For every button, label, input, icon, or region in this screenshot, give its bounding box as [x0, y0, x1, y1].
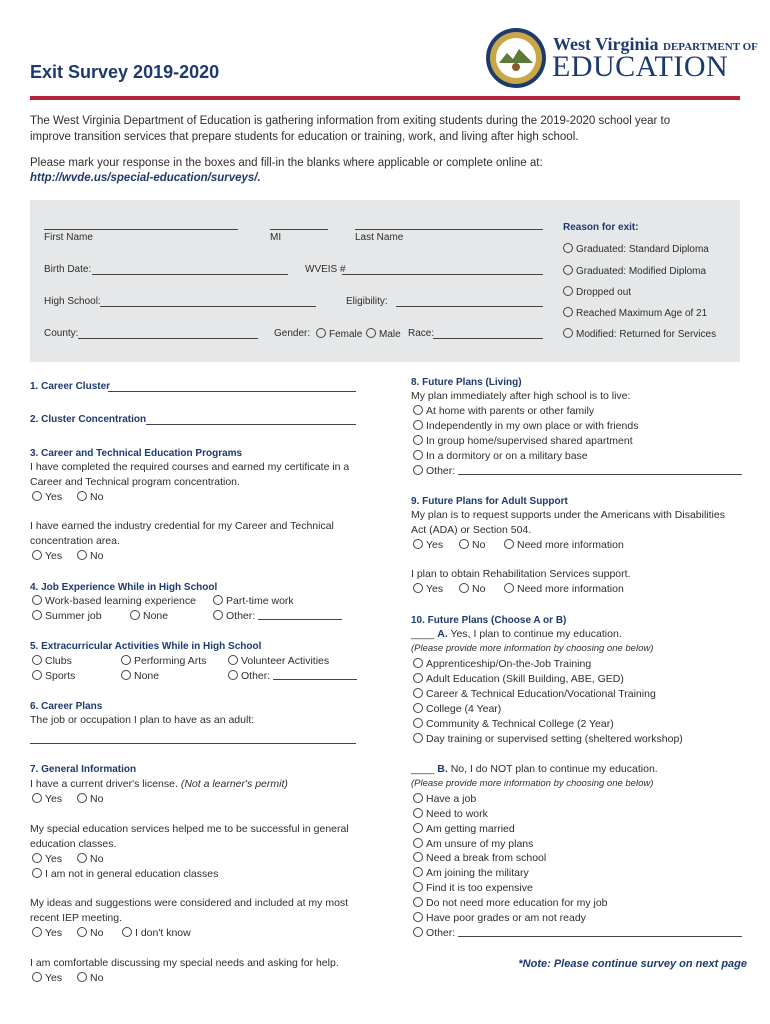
radio-icon: [32, 927, 42, 937]
race-label: Race:: [408, 328, 435, 339]
q7d-yes[interactable]: [32, 971, 62, 986]
option-label: Need to work: [426, 808, 488, 820]
no-label: No: [472, 539, 486, 551]
option-label: Performing Arts: [134, 655, 207, 667]
option-label: Need more information: [517, 583, 624, 595]
radio-icon: [413, 465, 423, 475]
state-seal: [485, 27, 547, 89]
radio-icon: [413, 808, 423, 818]
q10b-text: No, I do NOT plan to continue my education.: [450, 763, 658, 775]
q10a-text: Yes, I plan to continue my education.: [450, 628, 622, 640]
header-rule: [30, 96, 740, 100]
q4-option-4[interactable]: [130, 609, 168, 624]
option-label: Work-based learning experience: [45, 595, 196, 607]
q2-field[interactable]: [146, 414, 356, 425]
reason-option-5[interactable]: [563, 328, 716, 340]
q7b-yes[interactable]: [32, 852, 62, 867]
radio-icon: [122, 927, 132, 937]
q10-title: 10. Future Plans (Choose A or B): [411, 615, 567, 626]
q5-option-2[interactable]: [121, 654, 206, 669]
radio-icon: [77, 550, 87, 560]
last-name-field[interactable]: [355, 219, 543, 230]
reason-option-2[interactable]: [563, 265, 706, 277]
birth-date-field[interactable]: [92, 264, 288, 275]
q10b-blank: ____: [411, 763, 435, 775]
q4-other-field[interactable]: [258, 609, 342, 620]
q10b-option-6[interactable]: [413, 866, 529, 881]
radio-icon: [32, 595, 42, 605]
radio-icon: [213, 610, 223, 620]
q10a-option-5[interactable]: [413, 717, 614, 732]
radio-icon: [77, 793, 87, 803]
q10b-option-10[interactable]: [413, 926, 742, 941]
q7-yes[interactable]: [32, 792, 62, 807]
radio-icon: [413, 658, 423, 668]
radio-icon: [459, 539, 469, 549]
q4-option-2[interactable]: [213, 594, 294, 609]
q9-need-more[interactable]: [504, 538, 624, 553]
q2-title: 2. Cluster Concentration: [30, 414, 147, 425]
option-label: Am unsure of my plans: [426, 838, 534, 850]
q8-option-3[interactable]: [413, 434, 633, 449]
q10b-option-4[interactable]: [413, 837, 533, 852]
radio-icon: [413, 838, 423, 848]
q8-title: 8. Future Plans (Living): [411, 377, 522, 388]
radio-icon: [413, 852, 423, 862]
q4-option-5[interactable]: [213, 609, 342, 624]
option-label: Part-time work: [226, 595, 294, 607]
option-label: In a dormitory or on a military base: [426, 450, 588, 462]
reason-label: Graduated: Modified Diploma: [576, 266, 707, 277]
yes-label: Yes: [45, 550, 63, 562]
reason-label: Dropped out: [576, 287, 632, 298]
radio-icon: [413, 823, 423, 833]
q7-no[interactable]: [77, 792, 103, 807]
eligibility-field[interactable]: [396, 296, 543, 307]
radio-icon: [121, 670, 131, 680]
yes-label: Yes: [45, 927, 63, 939]
mi-field[interactable]: [270, 219, 328, 230]
q8-option-2[interactable]: [413, 419, 638, 434]
option-label: Have a job: [426, 793, 477, 805]
q10b-option-7[interactable]: [413, 881, 533, 896]
reason-label: Reached Maximum Age of 21: [576, 308, 708, 319]
q7-text-1: [30, 777, 288, 792]
q10a-option-2[interactable]: [413, 672, 624, 687]
option-label: Apprenticeship/On-the-Job Training: [426, 658, 592, 670]
option-label: None: [134, 670, 160, 682]
option-label: At home with parents or other family: [426, 405, 595, 417]
option-label: Am joining the military: [426, 867, 529, 879]
q5-option-1[interactable]: [32, 654, 72, 669]
option-label: Other:: [426, 465, 456, 477]
q3b-yes[interactable]: [32, 549, 62, 564]
radio-icon: [228, 655, 238, 665]
q3-no[interactable]: [77, 490, 103, 505]
radio-icon: [413, 927, 423, 937]
reason-label: Modified: Returned for Services: [576, 329, 717, 340]
first-name-label: First Name: [44, 232, 93, 243]
q5-option-3[interactable]: [228, 654, 329, 669]
radio-icon: [504, 539, 514, 549]
q10b-other-field[interactable]: [458, 926, 742, 937]
radio-icon: [32, 972, 42, 982]
option-label: Day training or supervised setting (sheltered workshop): [426, 733, 683, 745]
q7-title: 7. General Information: [30, 764, 137, 775]
intro-line-2: improve transition services that prepare students for education or training, work, and living after high school.: [30, 131, 579, 143]
q8-option-1[interactable]: [413, 404, 594, 419]
no-label: No: [90, 972, 104, 984]
radio-icon: [413, 435, 423, 445]
gender-male-option[interactable]: [366, 328, 401, 340]
q10a-option-3[interactable]: [413, 687, 656, 702]
option-label: Find it is too expensive: [426, 882, 533, 894]
q6-text-1: The job or occupation I plan to have as an adult:: [30, 714, 255, 726]
wveis-label: WVEIS #: [305, 264, 346, 275]
radio-icon: [228, 670, 238, 680]
option-label: Community & Technical College (2 Year): [426, 718, 614, 730]
option-label: Clubs: [45, 655, 72, 667]
radio-icon: [413, 733, 423, 743]
q6-title: 6. Career Plans: [30, 701, 103, 712]
logo-education: EDUCATION: [552, 50, 729, 83]
no-label: No: [472, 583, 486, 595]
radio-icon: [77, 927, 87, 937]
page-title: Exit Survey 2019-2020: [30, 62, 220, 82]
yes-label: Yes: [45, 491, 63, 503]
q9b-yes[interactable]: [413, 582, 443, 597]
option-label: Volunteer Activities: [241, 655, 330, 667]
last-name-label: Last Name: [355, 232, 404, 243]
radio-icon: [413, 882, 423, 892]
q7c-text-2: recent IEP meeting.: [30, 912, 123, 924]
county-label: County:: [44, 328, 79, 339]
q10b-option-5[interactable]: [413, 851, 546, 866]
radio-icon: [563, 328, 573, 338]
radio-icon: [459, 583, 469, 593]
q7d-no[interactable]: [77, 971, 103, 986]
radio-icon: [563, 307, 573, 317]
radio-icon: [563, 265, 573, 275]
radio-icon: [32, 670, 42, 680]
q5-option-4[interactable]: [32, 669, 75, 684]
radio-icon: [413, 718, 423, 728]
radio-icon: [316, 328, 326, 338]
q10a-blank: ____: [411, 628, 435, 640]
option-label: Independently in my own place or with friends: [426, 420, 639, 432]
radio-icon: [413, 912, 423, 922]
q7c-no[interactable]: [77, 926, 103, 941]
option-label: Other:: [241, 670, 271, 682]
option-label: In group home/supervised shared apartment: [426, 435, 633, 447]
q4-title: 4. Job Experience While in High School: [30, 582, 218, 593]
q9b-need-more[interactable]: [504, 582, 624, 597]
q7-text: I have a current driver's license.: [30, 778, 178, 790]
q8-other-field[interactable]: [458, 464, 742, 475]
q1-title: 1. Career Cluster: [30, 381, 111, 392]
option-label: Adult Education (Skill Building, ABE, GED): [426, 673, 624, 685]
no-label: No: [90, 793, 104, 805]
q10a-hint: (Please provide more information by choosing one below): [411, 643, 654, 654]
radio-icon: [121, 655, 131, 665]
q10a-option-1[interactable]: [413, 657, 591, 672]
q7b-text-2: education classes.: [30, 838, 117, 850]
high-school-label: High School:: [44, 296, 101, 307]
option-label: Need a break from school: [426, 852, 547, 864]
option-label: Need more information: [517, 539, 624, 551]
q5-title: 5. Extracurricular Activities While in High School: [30, 641, 262, 652]
mi-label: MI: [270, 232, 282, 243]
q7c-yes[interactable]: [32, 926, 62, 941]
q10a-option-4[interactable]: [413, 702, 501, 717]
no-label: No: [90, 927, 104, 939]
seal-icon: [485, 27, 547, 89]
radio-icon: [413, 405, 423, 415]
yes-label: Yes: [45, 793, 63, 805]
option-label: College (4 Year): [426, 703, 502, 715]
q5-option-5[interactable]: [121, 669, 159, 684]
option-label: Career & Technical Education/Vocational Training: [426, 688, 656, 700]
q10b-letter: B.: [437, 763, 448, 775]
radio-icon: [413, 688, 423, 698]
q7d-text-1: I am comfortable discussing my special needs and asking for help.: [30, 957, 339, 969]
yes-label: Yes: [426, 539, 444, 551]
logo-state-text: West Virginia: [553, 34, 659, 54]
intro-line-1: The West Virginia Department of Education is gathering information from exiting students during the 2019-2020 school year to: [30, 115, 671, 127]
continue-note: *Note: Please continue survey on next page: [518, 958, 747, 970]
q3-yes[interactable]: [32, 490, 62, 505]
reason-option-1[interactable]: [563, 243, 709, 255]
q10a-letter: A.: [437, 628, 448, 640]
q9-text-1: My plan is to request supports under the Americans with Disabilities: [411, 509, 725, 521]
female-label: Female: [329, 329, 363, 340]
q8-option-4[interactable]: [413, 449, 588, 464]
eligibility-label: Eligibility:: [346, 296, 388, 307]
option-label: Do not need more education for my job: [426, 897, 608, 909]
q9-no[interactable]: [459, 538, 485, 553]
radio-icon: [32, 610, 42, 620]
option-label: Am getting married: [426, 823, 515, 835]
option-label: Other:: [226, 610, 256, 622]
radio-icon: [32, 853, 42, 863]
radio-icon: [563, 286, 573, 296]
radio-icon: [563, 243, 573, 253]
q3-title: 3. Career and Technical Education Programs: [30, 448, 243, 459]
survey-link[interactable]: http://wvde.us/special-education/surveys/.: [30, 172, 261, 184]
q3-text-2: Career and Technical program concentration.: [30, 476, 240, 488]
radio-icon: [413, 420, 423, 430]
q9b-no[interactable]: [459, 582, 485, 597]
county-field[interactable]: [78, 328, 258, 339]
option-label: I am not in general education classes: [45, 868, 219, 880]
yes-label: Yes: [426, 583, 444, 595]
logo-dept-text: DEPARTMENT OF: [663, 41, 758, 53]
yes-label: Yes: [45, 972, 63, 984]
option-label: I don't know: [135, 927, 191, 939]
radio-icon: [413, 897, 423, 907]
q5-option-6[interactable]: [228, 669, 357, 684]
radio-icon: [32, 868, 42, 878]
reason-label: Graduated: Standard Diploma: [576, 244, 709, 255]
radio-icon: [413, 703, 423, 713]
high-school-field[interactable]: [100, 296, 316, 307]
radio-icon: [32, 655, 42, 665]
q10b-option-3[interactable]: [413, 822, 515, 837]
option-label: Summer job: [45, 610, 102, 622]
radio-icon: [130, 610, 140, 620]
q10b-option-1[interactable]: [413, 792, 476, 807]
radio-icon: [77, 853, 87, 863]
radio-icon: [504, 583, 514, 593]
q7b-option-3[interactable]: [32, 867, 218, 882]
q7c-option-3[interactable]: [122, 926, 191, 941]
no-label: No: [90, 491, 104, 503]
option-label: Other:: [426, 927, 456, 939]
radio-icon: [413, 450, 423, 460]
q10b-option-8[interactable]: [413, 896, 608, 911]
q7c-text-1: My ideas and suggestions were considered and included at my most: [30, 897, 349, 909]
radio-icon: [32, 491, 42, 501]
q3b-text-1: I have earned the industry credential for my Career and Technical: [30, 520, 334, 532]
q7-note: (Not a learner's permit): [180, 778, 288, 790]
radio-icon: [413, 673, 423, 683]
q7b-no[interactable]: [77, 852, 103, 867]
no-label: No: [90, 550, 104, 562]
radio-icon: [413, 793, 423, 803]
reason-option-3[interactable]: [563, 286, 631, 298]
option-label: Have poor grades or am not ready: [426, 912, 586, 924]
yes-label: Yes: [45, 853, 63, 865]
q7b-text-1: My special education services helped me to be successful in general: [30, 823, 349, 835]
q9b-text-1: I plan to obtain Rehabilitation Services support.: [411, 568, 631, 580]
gender-label: Gender:: [274, 328, 311, 339]
q10b-option-9[interactable]: [413, 911, 586, 926]
reason-option-4[interactable]: [563, 307, 707, 319]
q8-text-1: My plan immediately after high school is to live:: [411, 390, 631, 402]
q4-option-3[interactable]: [32, 609, 102, 624]
radio-icon: [77, 972, 87, 982]
radio-icon: [413, 539, 423, 549]
q3-text-1: I have completed the required courses and earned my certificate in a: [30, 461, 350, 473]
q3b-no[interactable]: [77, 549, 103, 564]
reason-title: Reason for exit:: [563, 222, 639, 233]
radio-icon: [413, 583, 423, 593]
q8-option-5[interactable]: [413, 464, 742, 479]
male-label: Male: [379, 329, 401, 340]
gender-female-option[interactable]: [316, 328, 362, 340]
option-label: Sports: [45, 670, 76, 682]
q10a-option-6[interactable]: [413, 732, 683, 747]
radio-icon: [32, 793, 42, 803]
q9-title: 9. Future Plans for Adult Support: [411, 496, 568, 507]
q10b-line[interactable]: [411, 762, 658, 777]
q4-option-1[interactable]: [32, 594, 196, 609]
radio-icon: [77, 491, 87, 501]
first-name-field[interactable]: [44, 219, 238, 230]
radio-icon: [213, 595, 223, 605]
q6-field[interactable]: [30, 733, 356, 744]
q5-other-field[interactable]: [273, 669, 357, 680]
no-label: No: [90, 853, 104, 865]
q1-field[interactable]: [108, 381, 356, 392]
intro-line-3: Please mark your response in the boxes and fill-in the blanks where applicable or complete online at:: [30, 157, 543, 169]
q9-text-2: Act (ADA) or Section 504.: [411, 524, 532, 536]
wveis-field[interactable]: [342, 264, 543, 275]
q9-yes[interactable]: [413, 538, 443, 553]
radio-icon: [366, 328, 376, 338]
birth-date-label: Birth Date:: [44, 264, 92, 275]
radio-icon: [413, 867, 423, 877]
q10b-hint: (Please provide more information by choosing one below): [411, 778, 654, 789]
q3b-text-2: concentration area.: [30, 535, 120, 547]
q10a-line[interactable]: [411, 627, 622, 642]
option-label: None: [143, 610, 169, 622]
radio-icon: [32, 550, 42, 560]
q10b-option-2[interactable]: [413, 807, 488, 822]
race-field[interactable]: [433, 328, 543, 339]
